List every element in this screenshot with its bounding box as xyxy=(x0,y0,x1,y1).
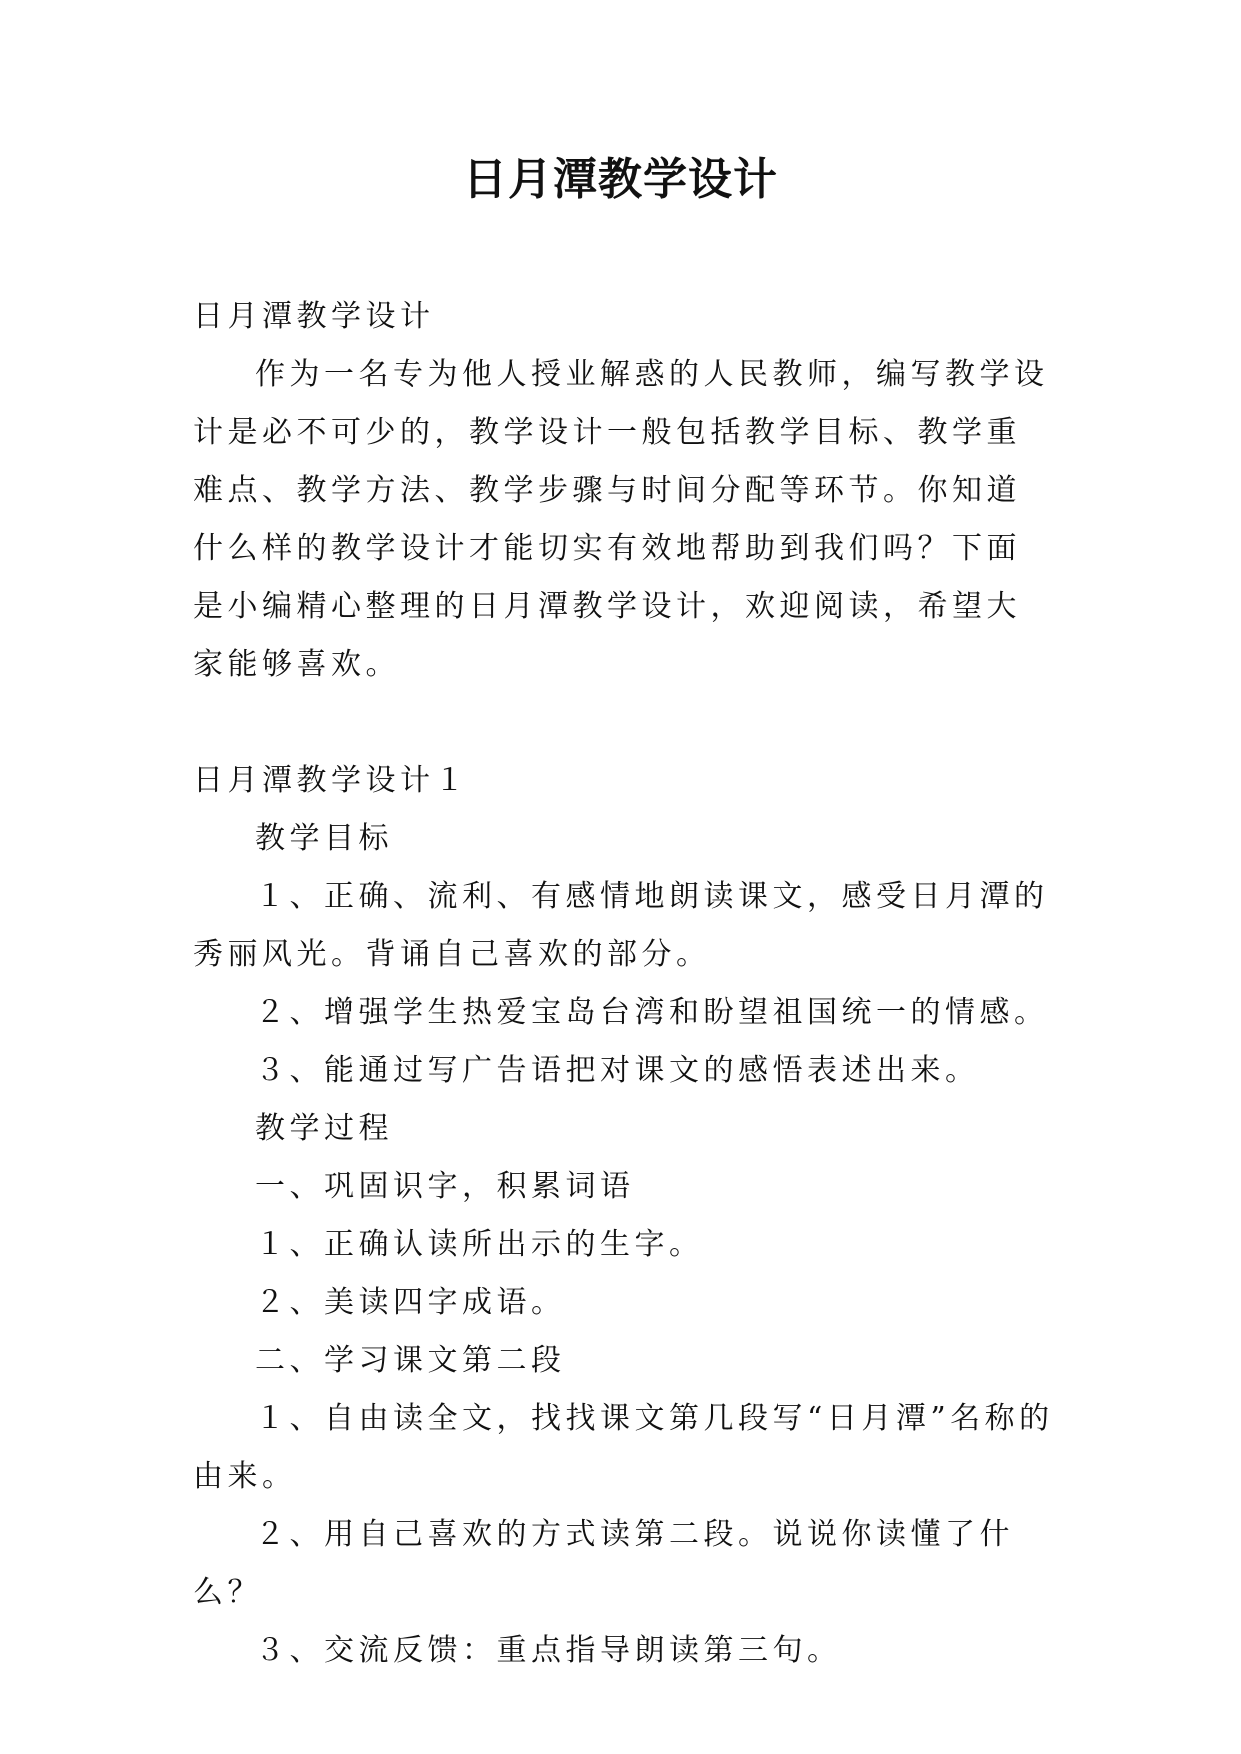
objective-item: ３、能通过写广告语把对课文的感悟表述出来。 xyxy=(255,1053,980,1088)
process-heading: 教学过程 xyxy=(255,1111,393,1146)
step-item: ２、用自己喜欢的方式读第二段。说说你读懂了什么？ xyxy=(193,1517,1014,1610)
objective-item: ２、增强学生热爱宝岛台湾和盼望祖国统一的情感。 xyxy=(255,995,1049,1030)
intro-paragraph: 作为一名专为他人授业解惑的人民教师，编写教学设计是必不可少的，教学设计一般包括教学目标、教学重难点、教学方法、教学步骤与时间分配等环节。你知道什么样的教学设计才能切实有效地帮助到我们吗？下面是小编精心整理的日月潭教学设计，欢迎阅读，希望大家能够喜欢。 xyxy=(193,357,1049,682)
part-heading: 二、学习课文第二段 xyxy=(255,1343,566,1378)
step-item: １、正确认读所出示的生字。 xyxy=(255,1227,704,1262)
objective-item: １、正确、流利、有感情地朗读课文，感受日月潭的秀丽风光。背诵自己喜欢的部分。 xyxy=(193,879,1049,972)
step-item: １、自由读全文，找找课文第几段写“日月潭”名称的由来。 xyxy=(193,1401,1054,1494)
document-body xyxy=(193,288,1055,1680)
subtitle: 日月潭教学设计 xyxy=(193,299,435,334)
part-heading: 一、巩固识字，积累词语 xyxy=(255,1169,635,1204)
document-title: 日月潭教学设计 xyxy=(463,154,778,205)
step-item: ２、美读四字成语。 xyxy=(255,1285,566,1320)
step-item: ３、交流反馈：重点指导朗读第三句。 xyxy=(255,1633,842,1668)
section-heading: 日月潭教学设计１ xyxy=(193,763,469,798)
objectives-heading: 教学目标 xyxy=(255,821,393,856)
paragraph-gap xyxy=(193,694,1055,752)
